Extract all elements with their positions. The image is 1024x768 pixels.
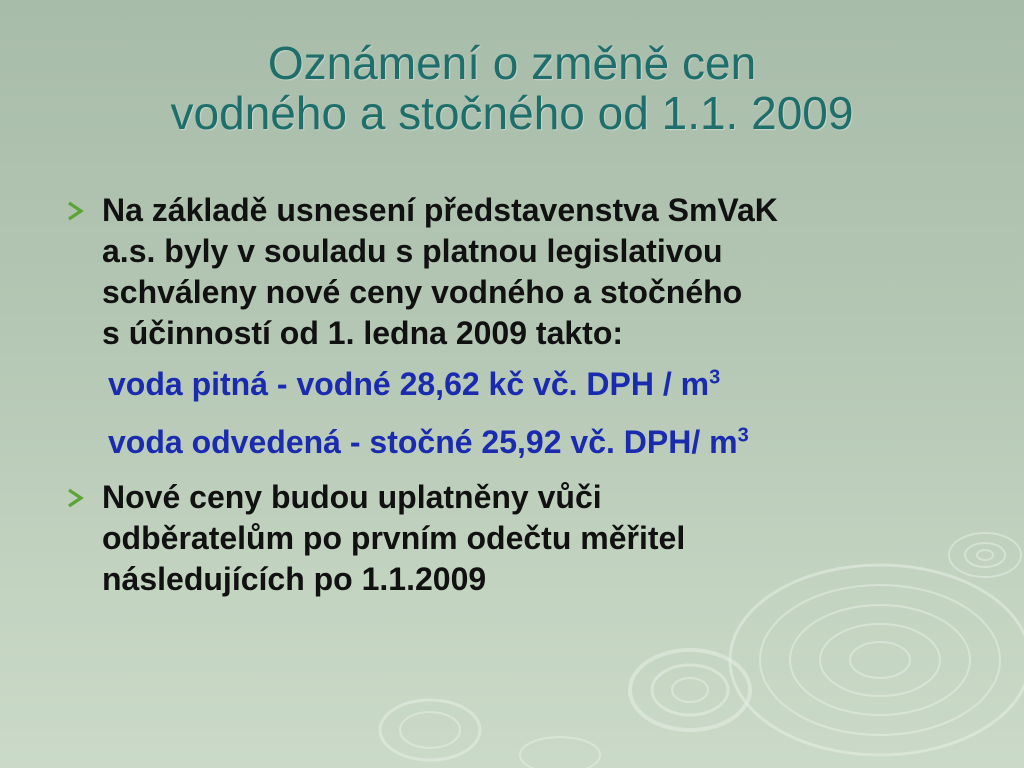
bullet-text-line: Na základě usnesení představenstva SmVaK [102, 192, 778, 228]
bullet-text-line: následujících po 1.1.2009 [102, 561, 487, 597]
bullet-text-line: Nové ceny budou uplatněny vůči [102, 479, 602, 515]
bullet-text-line: odběratelům po prvním odečtu měřitel [102, 520, 686, 556]
slide-title-line-1: Oznámení o změně cen [267, 37, 757, 89]
bullet-text-line: schváleny nové ceny vodného a stočného [102, 274, 743, 310]
arrow-bullet-icon [64, 200, 86, 222]
slide-title [0, 38, 1024, 138]
price-text: voda pitná - vodné 28,62 kč vč. DPH / m [108, 366, 710, 402]
bullet-item [56, 190, 956, 354]
unit-superscript: 3 [737, 424, 749, 447]
price-line-water [108, 364, 956, 405]
price-line-sewage [108, 422, 956, 463]
bullet-text-line: s účinností od 1. ledna 2009 takto: [102, 315, 624, 351]
slide-title-line-2: vodného a stočného od 1.1. 2009 [170, 87, 854, 139]
bullet-text-line: a.s. byly v souladu s platnou legislativou [102, 233, 723, 269]
bullet-item [56, 477, 956, 600]
price-text: voda odvedená - stočné 25,92 vč. DPH/ m [108, 424, 738, 460]
unit-superscript: 3 [709, 366, 721, 389]
arrow-bullet-icon [64, 487, 86, 509]
slide-body [56, 190, 956, 600]
